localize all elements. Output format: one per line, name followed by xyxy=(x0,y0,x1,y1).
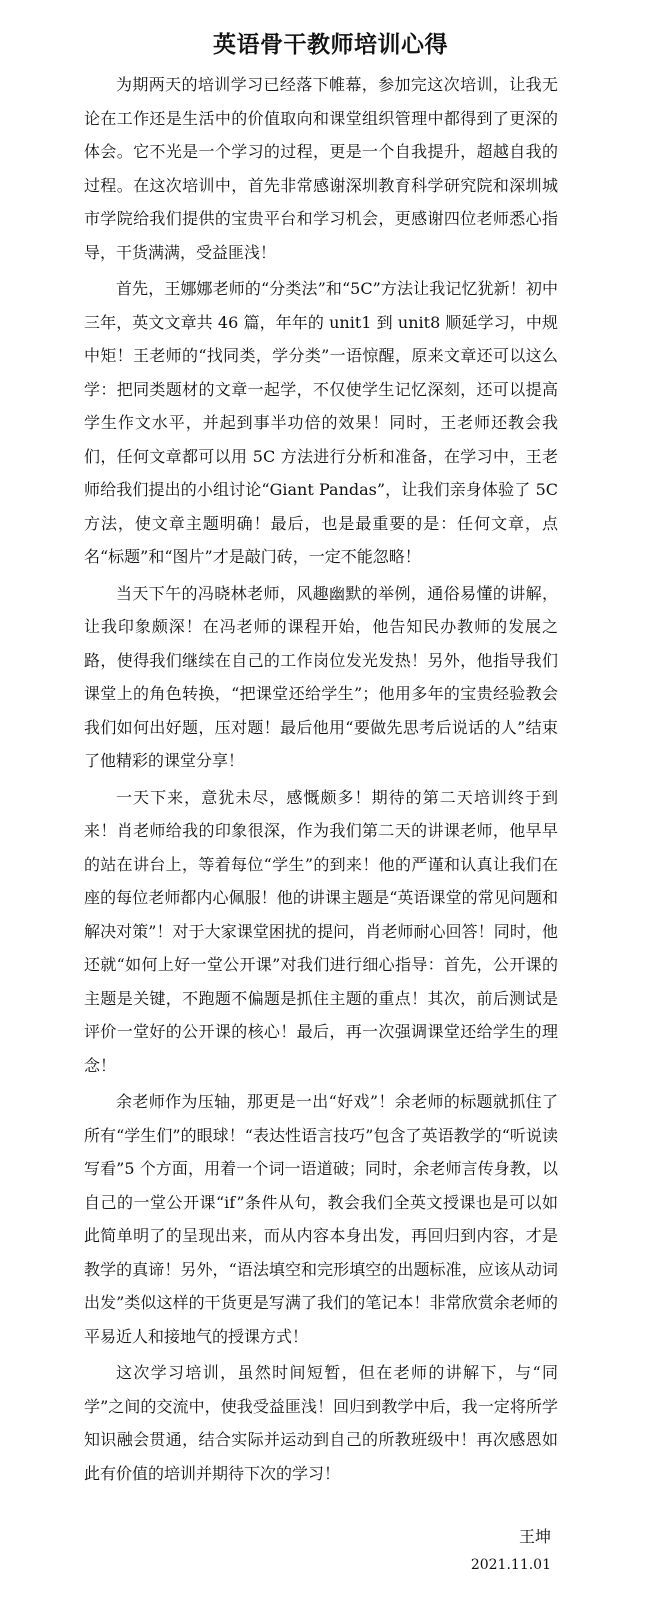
paragraph-6: 这次学习培训，虽然时间短暂，但在老师的讲解下，与“同学”之间的交流中，使我受益匪浅！回归到教学中后，我一定将所学知识融会贯通，结合实际并运动到自己的所教班级中！再次感恩如此有价值的培训并期待下次的学习！ xyxy=(84,1363,558,1483)
paragraph-5: 余老师作为压轴，那更是一出“好戏”！余老师的标题就抓住了所有“学生们”的眼球！“表达性语言技巧”包含了英语教学的“听说读写看”5 个方面，用着一个词一语道破；同时，余老师言传身教，以自己的一堂公开课“if”条件从句，教会我们全英文授课也是可以如此简单明了的呈现出来，而从内容本身出发，再回归到内容，才是教学的真谛！另外，“语法填空和完形填空的出题标准，应该从动词出发”类似这样的干货更是写满了我们的笔记本！非常欣赏余老师的平易近人和接地气的授课方式！ xyxy=(84,1092,558,1346)
signature-date: 2021.11.01 xyxy=(470,1557,551,1573)
document-title: 英语骨干教师培训心得 xyxy=(213,32,448,58)
signature-block xyxy=(471,1522,551,1578)
paragraph-4: 一天下来，意犹未尽，感慨颇多！期待的第二天培训终于到来！肖老师给我的印象很深，作为我们第二天的讲课老师，他早早的站在讲台上，等着每位“学生”的到来！他的严谨和认真让我们在座的每位老师都内心佩服！他的讲课主题是“英语课堂的常见问题和解决对策”！对于大家课堂困扰的提问，肖老师耐心回答！同时，他还就“如何上好一堂公开课”对我们进行细心指导：首先，公开课的主题是关键，不跑题不偏题是抓住主题的重点！其次，前后测试是评价一堂好的公开课的核心！最后，再一次强调课堂还给学生的理念！ xyxy=(84,787,558,1075)
paragraph-3: 当天下午的冯晓林老师，风趣幽默的举例，通俗易懂的讲解，让我印象颇深！在冯老师的课程开始，他告知民办教师的发展之路，使得我们继续在自己的工作岗位发光发热！另外，他指导我们课堂上的角色转换，“把课堂还给学生”；他用多年的宝贵经验教会我们如何出好题，压对题！最后他用“要做先思考后说话的人”结束了他精彩的课堂分享！ xyxy=(84,583,558,770)
document-body xyxy=(84,68,558,1490)
paragraph-1: 为期两天的培训学习已经落下帷幕，参加完这次培训，让我无论在工作还是生活中的价值取向和课堂组织管理中都得到了更深的体会。它不光是一个学习的过程，更是一个自我提升，超越自我的过程。在这次培训中，首先非常感谢深圳教育科学研究院和深圳城市学院给我们提供的宝贵平台和学习机会，更感谢四位老师悉心指导，干货满满，受益匪浅！ xyxy=(84,75,558,262)
author-name: 王坤 xyxy=(518,1527,551,1546)
paragraph-2: 首先，王娜娜老师的“分类法”和“5C”方法让我记忆犹新！初中三年，英文文章共 46 篇，年年的 unit1 到 unit8 顺延学习，中规中矩！王老师的“找同类，学分类”一语惊醒，原来文章还可以这么学：把同类题材的文章一起学，不仅使学生记忆深刻，还可以提高学生作文水平，并起到事半功倍的效果！同时，王老师还教会我们，任何文章都可以用 5C 方法进行分析和准备，在学习中，王老师给我们提出的小组讨论“Giant Pandas”，让我们亲身体验了 5C 方法，使文章主题明确！最后，也是最重要的是：任何文章，点名“标题”和“图片”才是敲门砖，一定不能忽略！ xyxy=(84,279,558,566)
